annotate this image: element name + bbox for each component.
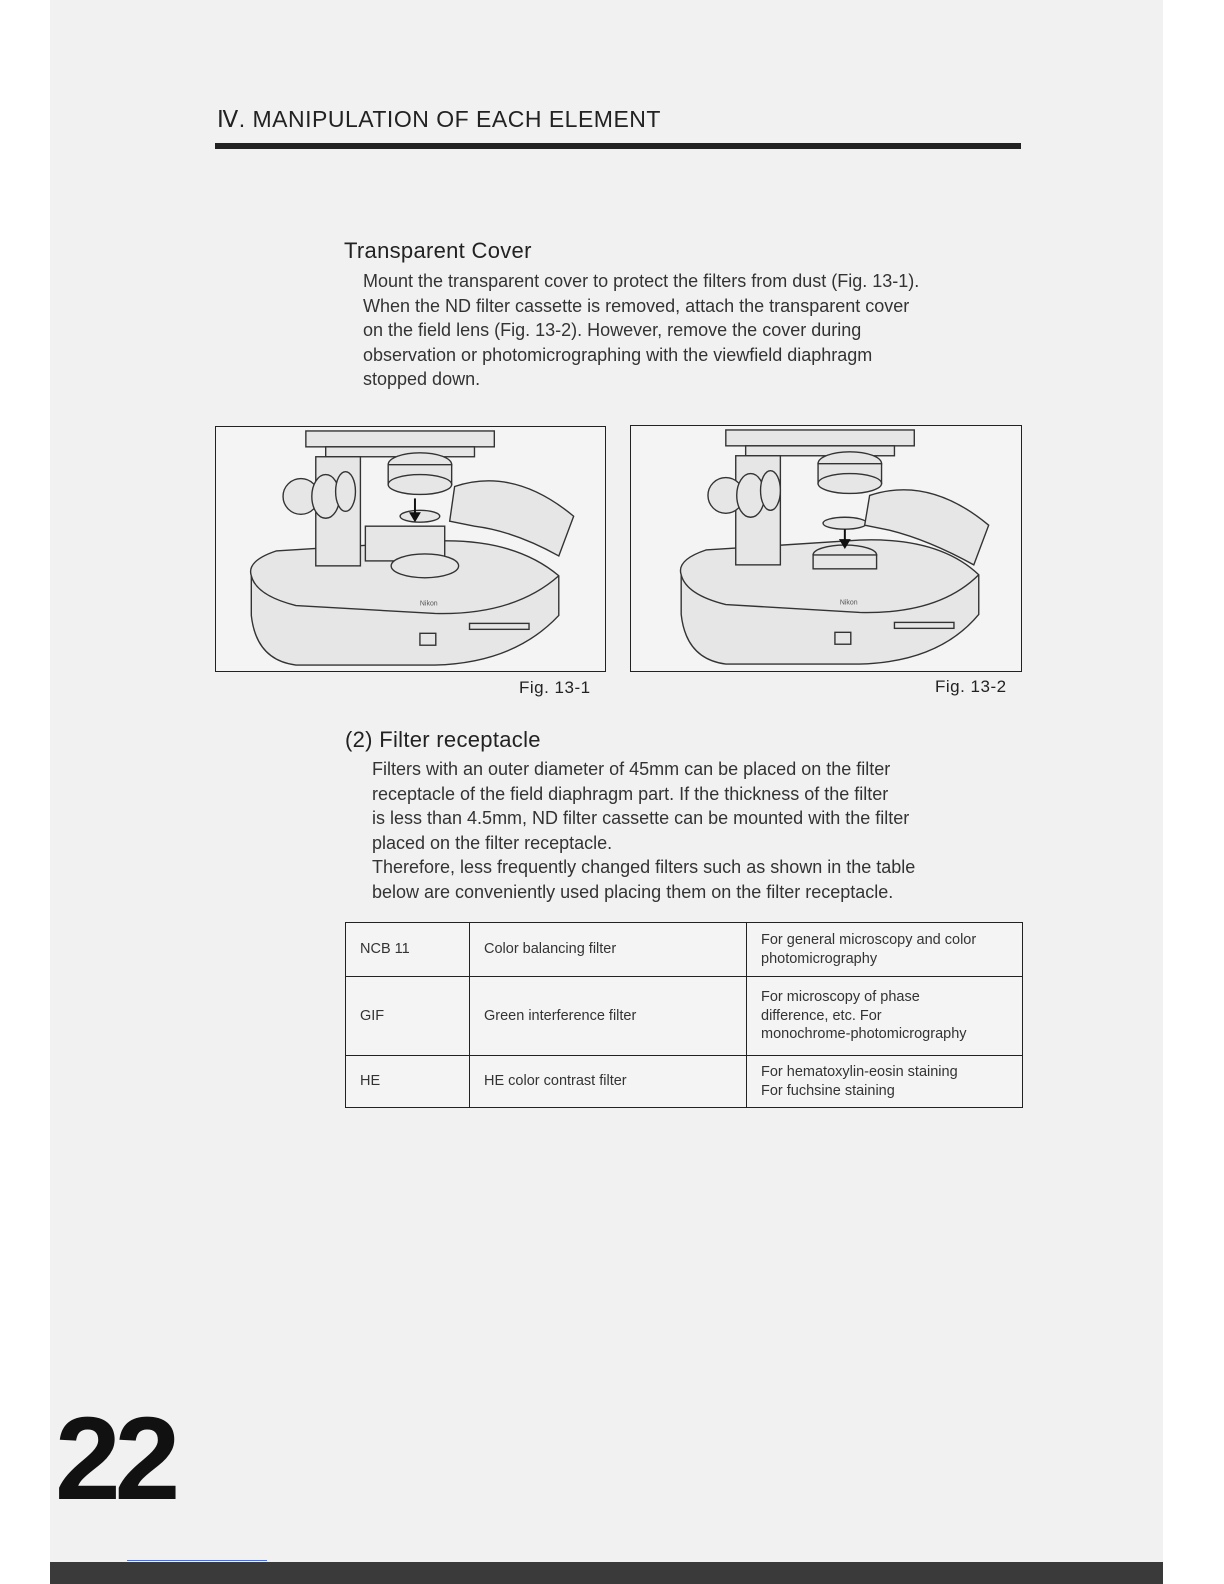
figure-caption: Fig. 13-2 xyxy=(935,677,1007,696)
table-row xyxy=(346,977,1023,1056)
paragraph-line: observation or photomicrographing with the viewfield diaphragm xyxy=(363,344,873,365)
filter-use-line: difference, etc. For xyxy=(761,1007,882,1024)
transparent-cover-title: Transparent Cover xyxy=(344,238,532,263)
paragraph-line: is less than 4.5mm, ND filter cassette can be mounted with the filter xyxy=(372,808,910,829)
filter-use-line: photomicrography xyxy=(761,950,878,967)
transparent-cover-text xyxy=(363,269,919,392)
filter-name: Color balancing filter xyxy=(470,923,747,977)
paragraph-line: placed on the filter receptacle. xyxy=(372,832,613,853)
table-row xyxy=(346,923,1023,977)
paragraph-line: Mount the transparent cover to protect the filters from dust (Fig. 13-1). xyxy=(363,271,920,291)
filter-code: HE xyxy=(346,1056,470,1108)
filter-use-line: For hematoxylin-eosin staining xyxy=(761,1064,958,1080)
filter-use-line: For microscopy of phase xyxy=(761,989,920,1006)
paragraph-line: Filters with an outer diameter of 45mm can be placed on the filter xyxy=(372,759,891,779)
bottom-scan-band xyxy=(50,1562,1163,1584)
right-margin xyxy=(1163,0,1224,1584)
paragraph-line: receptacle of the field diaphragm part. If the thickness of the filter xyxy=(372,783,889,804)
filter-use-line: For general microscopy and color xyxy=(761,932,977,948)
filter-use xyxy=(747,977,1023,1056)
filter-use xyxy=(747,1056,1023,1108)
brand-logo: Nikon xyxy=(419,600,438,608)
figure-caption: Fig. 13-1 xyxy=(519,678,591,697)
filter-code: NCB 11 xyxy=(346,923,470,977)
filter-name: HE color contrast filter xyxy=(470,1056,747,1108)
filter-receptacle-text xyxy=(372,757,915,905)
page-number: 22 xyxy=(55,1393,175,1525)
filter-use xyxy=(747,923,1023,977)
left-margin xyxy=(0,0,50,1584)
microscope-illustration-2 xyxy=(631,426,1021,671)
header-rule xyxy=(215,143,1021,149)
bottom-underline xyxy=(127,1560,267,1561)
figure-13-1 xyxy=(215,426,606,672)
filter-use-line: monochrome-photomicrography xyxy=(761,1026,967,1043)
section-header: Ⅳ. MANIPULATION OF EACH ELEMENT xyxy=(217,106,661,132)
filter-name: Green interference filter xyxy=(470,977,747,1056)
figure-13-2 xyxy=(630,425,1022,672)
paragraph-line: Therefore, less frequently changed filters such as shown in the table xyxy=(372,857,916,878)
filter-receptacle-title: (2) Filter receptacle xyxy=(345,727,541,752)
brand-logo: Nikon xyxy=(839,599,858,607)
paragraph-line: stopped down. xyxy=(363,369,481,390)
filter-table xyxy=(345,922,1023,1108)
filter-code: GIF xyxy=(346,977,470,1056)
paragraph-line: on the field lens (Fig. 13-2). However, remove the cover during xyxy=(363,320,862,341)
filter-use-line: For fuchsine staining xyxy=(761,1082,895,1099)
paragraph-line: below are conveniently used placing them on the filter receptacle. xyxy=(372,881,894,902)
paragraph-line: When the ND filter cassette is removed, attach the transparent cover xyxy=(363,295,910,316)
table-row xyxy=(346,1056,1023,1108)
microscope-illustration-1 xyxy=(216,427,605,671)
